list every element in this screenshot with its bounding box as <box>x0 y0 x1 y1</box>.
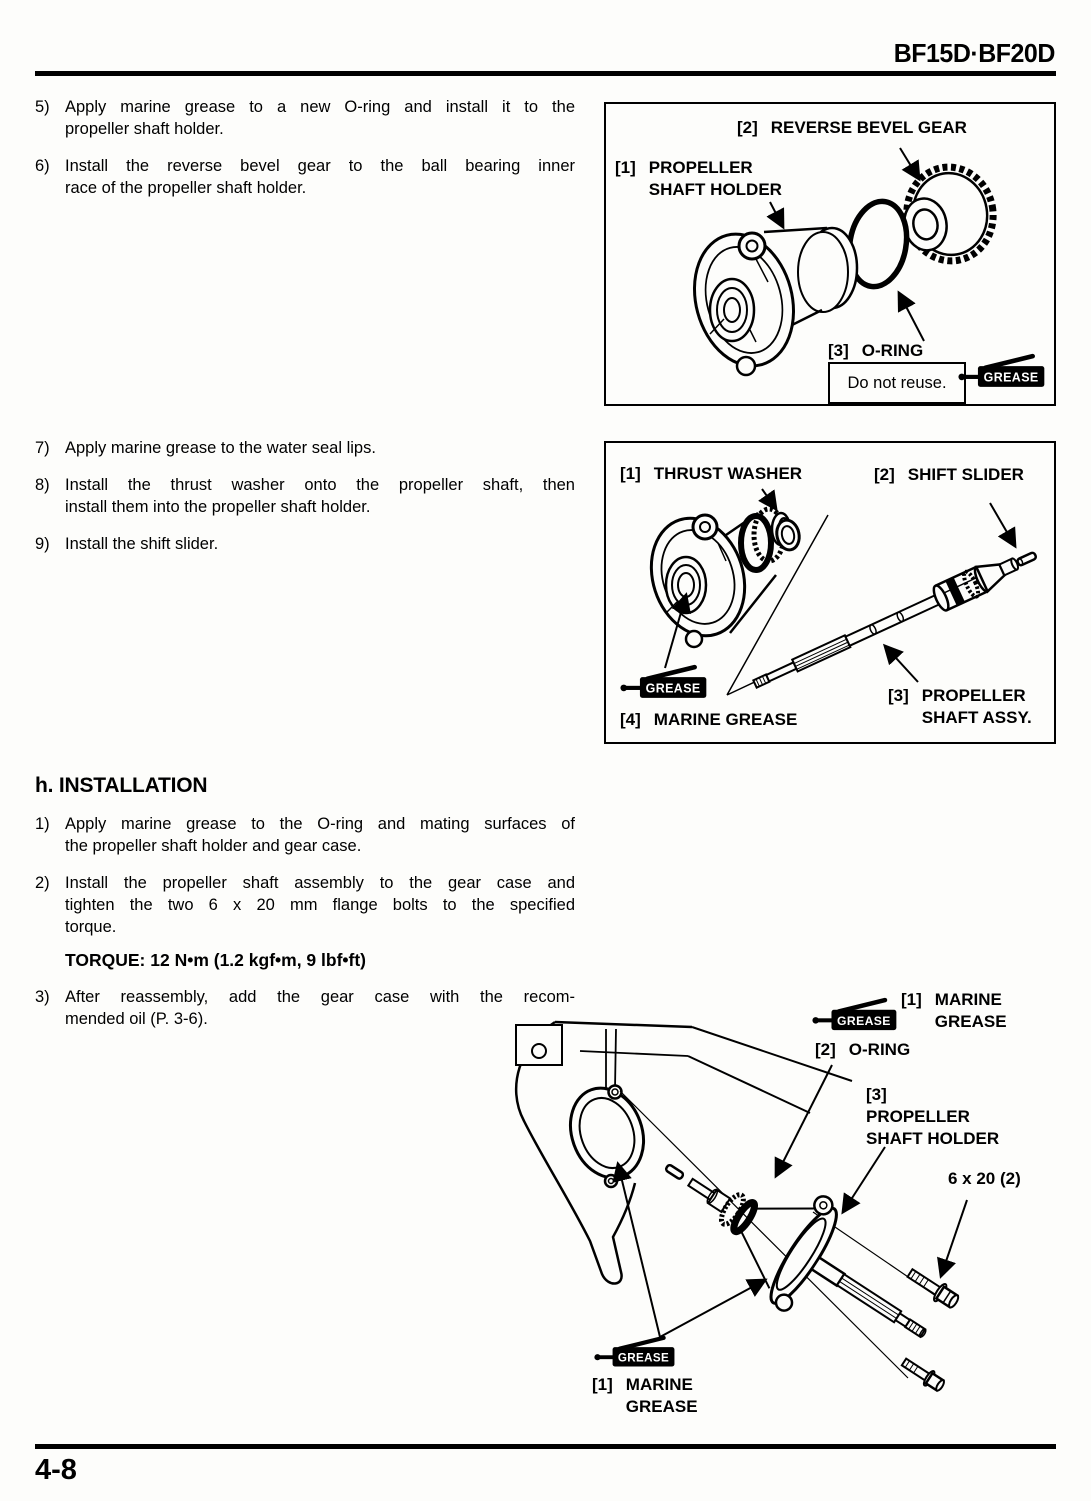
do-not-reuse-note: Do not reuse. <box>828 362 966 404</box>
step-item <box>35 437 580 459</box>
step-text: Apply marine grease to a new O-ring and install it to the propeller shaft holder. <box>65 98 575 138</box>
label-reverse-bevel-gear: [2] REVERSE BEVEL GEAR <box>737 118 967 137</box>
propeller-shaft-assy-drawing <box>749 551 1022 697</box>
reverse-bevel-gear-drawing <box>896 160 1001 268</box>
torque-spec: TORQUE: 12 N•m (1.2 kgf•m, 9 lbf•ft) <box>65 950 367 970</box>
step-text: Apply marine grease to the O-ring and mating surfaces of the propeller shaft holder and gear case. <box>65 815 575 855</box>
step-text: Apply marine grease to the water seal lips. <box>65 439 376 457</box>
arrow-to-o-ring <box>776 1065 832 1176</box>
shift-slider-drawing <box>1017 552 1037 566</box>
grease-applicator-icon <box>594 1334 676 1368</box>
arrow-grease-to-holder <box>660 1280 765 1337</box>
step-number: 2) <box>35 874 50 892</box>
step-text: Install the reverse bevel gear to the ball bearing inner race of the propeller shaft holder. <box>65 157 575 197</box>
arrow-to-bolts <box>941 1200 967 1276</box>
arrow-to-shift-slider <box>990 503 1015 546</box>
step-text: Install the propeller shaft assembly to the gear case and tighten the two 6 x 20 mm flange bolts to the specified torque. <box>65 874 575 936</box>
step-text: Install the shift slider. <box>65 535 219 553</box>
step-text: After reassembly, add the gear case with the recom- mended oil (P. 3-6). <box>65 988 575 1028</box>
arrow-to-o-ring <box>899 293 924 341</box>
steps-upper <box>35 96 580 214</box>
flange-bolt-upper-drawing <box>905 1265 962 1312</box>
label-propeller-shaft-holder: [3] PROPELLER SHAFT HOLDER <box>866 1085 1000 1148</box>
label-o-ring: [2] O-RING <box>815 1040 911 1059</box>
label-o-ring: [3] O-RING <box>828 341 924 360</box>
header-rule <box>35 71 1056 76</box>
footer-rule <box>35 1444 1056 1449</box>
svg-text:GREASE: GREASE <box>645 681 701 696</box>
step-item <box>35 533 580 555</box>
step-item <box>35 813 580 857</box>
step-item <box>35 872 580 938</box>
step-item <box>35 474 580 518</box>
steps-middle <box>35 437 580 570</box>
step-number: 8) <box>35 476 50 494</box>
arrow-to-shaft-holder <box>843 1147 885 1212</box>
step-item <box>35 155 580 199</box>
step-number: 3) <box>35 988 50 1006</box>
arrow-to-shaft-assy <box>885 646 918 682</box>
step-number: 6) <box>35 157 50 175</box>
installation-heading: h. INSTALLATION <box>35 774 208 797</box>
page-number: 4-8 <box>35 1454 77 1486</box>
page-title: BF15D·BF20D <box>893 38 1055 68</box>
label-flange-bolts: 6 x 20 (2) <box>948 1169 1021 1188</box>
grease-applicator-icon <box>812 996 898 1032</box>
arrow-to-shaft-holder <box>770 202 783 227</box>
figure-reverse-bevel-gear-installation <box>604 102 1056 406</box>
arrow-to-bevel-gear <box>900 148 919 179</box>
grease-applicator-icon <box>958 352 1046 389</box>
figure-gear-case-installation <box>420 985 1060 1445</box>
flange-bolt-lower-drawing <box>899 1355 946 1394</box>
svg-text:GREASE: GREASE <box>837 1013 891 1028</box>
grease-applicator-icon <box>620 663 708 700</box>
label-propeller-shaft-holder: [1] PROPELLER SHAFT HOLDER <box>615 158 782 199</box>
step-item <box>35 96 580 140</box>
arrow-to-thrust-washer <box>762 489 776 509</box>
thrust-washer-drawing <box>774 518 802 552</box>
label-marine-grease: [4] MARINE GREASE <box>620 710 798 729</box>
label-propeller-shaft-assy: [3] PROPELLER SHAFT ASSY. <box>888 686 1032 727</box>
figure-thrust-washer-shift-slider <box>604 441 1056 744</box>
step-text: Install the thrust washer onto the propeller shaft, then install them into the propeller shaft holder. <box>65 476 575 516</box>
step-number: 5) <box>35 98 50 116</box>
label-thrust-washer: [1] THRUST WASHER <box>620 464 803 483</box>
label-marine-grease-bottom: [1] MARINE GREASE <box>592 1375 698 1416</box>
svg-text:GREASE: GREASE <box>617 1351 670 1365</box>
label-shift-slider: [2] SHIFT SLIDER <box>874 465 1024 484</box>
propeller-shaft-holder-drawing <box>637 506 790 648</box>
label-marine-grease-top: [1] MARINE GREASE <box>901 990 1007 1031</box>
step-number: 7) <box>35 439 50 457</box>
svg-text:GREASE: GREASE <box>983 370 1039 385</box>
arrow-grease-to-gear-case <box>618 1164 660 1337</box>
step-number: 1) <box>35 815 50 833</box>
step-number: 9) <box>35 535 50 553</box>
